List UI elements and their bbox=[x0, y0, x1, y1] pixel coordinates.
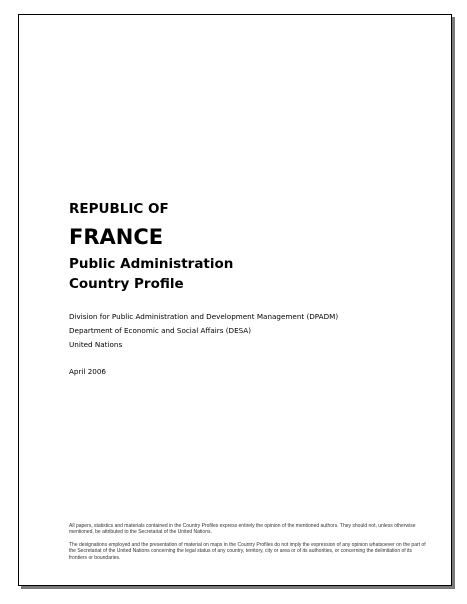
disclaimer-paragraph-1: All papers, statistics and materials contained in the Country Profiles express entirely the opinion of the mentioned authors. They should not, unless otherwise mentioned, be attributed to the Secretariat of the United Nations. bbox=[69, 523, 416, 536]
document-page bbox=[18, 14, 452, 586]
publication-date: April 2006 bbox=[69, 367, 107, 376]
org-united-nations: United Nations bbox=[69, 340, 123, 349]
country-name: FRANCE bbox=[69, 225, 164, 249]
org-division: Division for Public Administration and Development Management (DPADM) bbox=[69, 312, 339, 321]
cover-content bbox=[69, 200, 431, 378]
subtitle-line-2: Country Profile bbox=[69, 276, 184, 292]
disclaimer bbox=[69, 523, 431, 567]
organization-block bbox=[69, 310, 431, 352]
org-department: Department of Economic and Social Affairs (DESA) bbox=[69, 326, 252, 335]
republic-of-heading: REPUBLIC OF bbox=[69, 201, 169, 217]
disclaimer-paragraph-2: The designations employed and the presentation of material on maps in the Country Profiles do not imply the expression of any opinion whatsoever on the part of the Secretariat of the United Nations concerning the legal status of any country, territory, city or area or of its authorities, or concerning the delimitation of its frontiers or boundaries. bbox=[69, 541, 426, 561]
subtitle-line-1: Public Administration bbox=[69, 256, 234, 272]
